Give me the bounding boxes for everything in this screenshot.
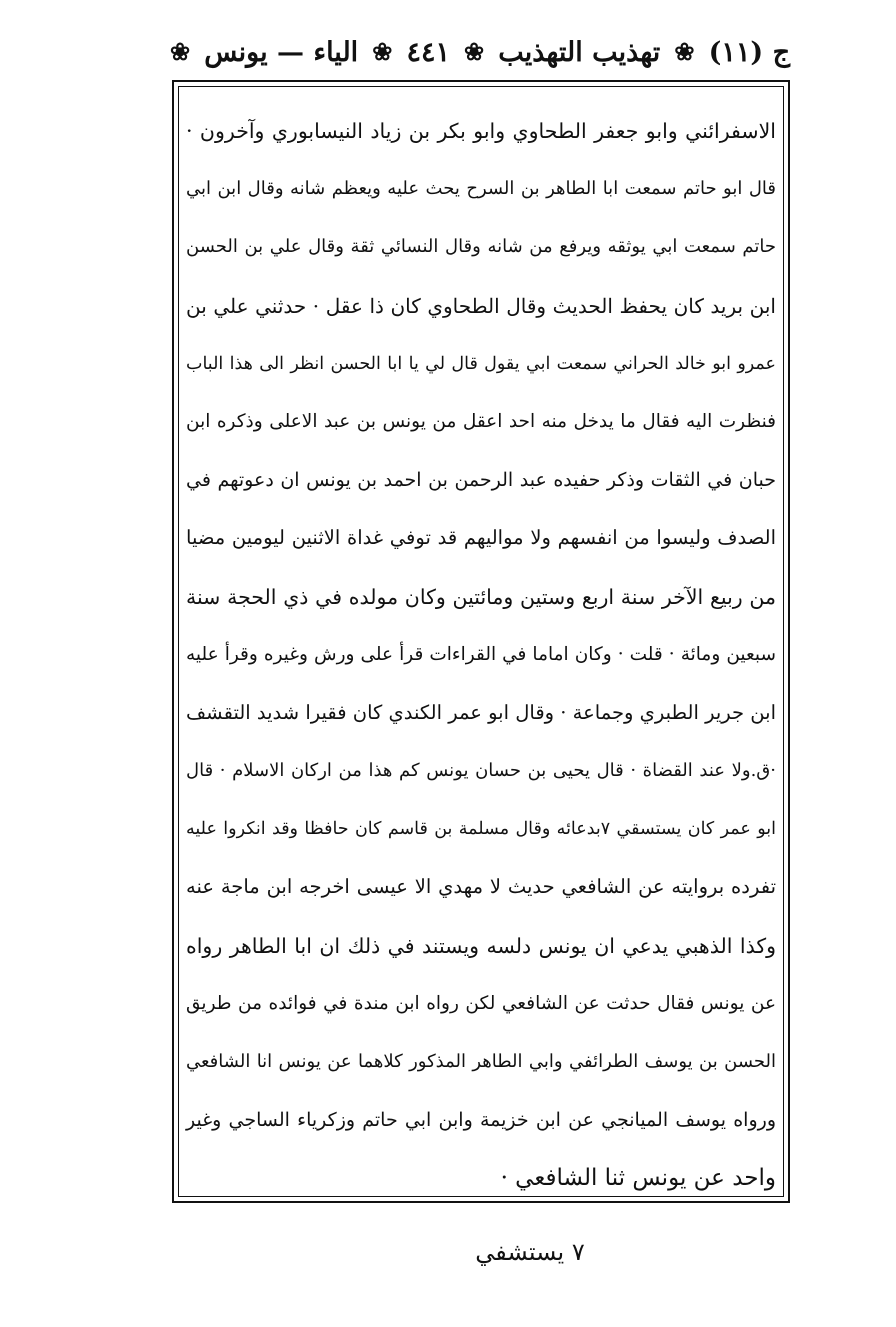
text-line: وكذا الذهبي يدعي ان يونس دلسه ويستند في ذلك ان ابا الطاهر رواه bbox=[186, 933, 776, 958]
text-line: تفرده بروايته عن الشافعي حديث لا مهدي الا عيسى اخرجه ابن ماجة عنه bbox=[186, 875, 776, 899]
text-line: ورواه يوسف الميانجي عن ابن خزيمة وابن ابي حاتم وزكرياء الساجي وغير bbox=[186, 1109, 776, 1132]
text-line: سبعين ومائة · قلت · وكان اماما في القراءات قرأ على ورش وغيره وقرأ عليه bbox=[186, 643, 776, 665]
text-line: الحسن بن يوسف الطرائفي وابي الطاهر المذكور كلاهما عن يونس انا الشافعي bbox=[186, 1051, 776, 1072]
book-title: تهذيب التهذيب bbox=[498, 36, 661, 68]
flower-ornament-icon: ❀ bbox=[372, 37, 393, 66]
text-line: الصدف وليسوا من انفسهم ولا مواليهم قد توفي غداة الاثنين ليومين مضيا bbox=[186, 526, 776, 550]
volume-label: ج (١١) bbox=[708, 36, 790, 68]
running-header bbox=[170, 30, 790, 74]
section-title: الياء — يونس bbox=[204, 36, 359, 68]
flower-ornament-icon: ❀ bbox=[674, 37, 695, 66]
flower-ornament-icon: ❀ bbox=[170, 37, 191, 66]
flower-ornament-icon: ❀ bbox=[464, 37, 485, 66]
text-line: واحد عن يونس ثنا الشافعي · bbox=[500, 1165, 776, 1192]
page-number: ٤٤١ bbox=[406, 36, 450, 68]
text-line: ·ق.ولا عند القضاة · قال يحيى بن حسان يونس كم هذا من اركان الاسلام · قال bbox=[186, 760, 776, 782]
text-line: عمرو ابو خالد الحراني سمعت ابي يقول قال لي يا ابا الحسن انظر الى هذا الباب bbox=[186, 353, 776, 374]
text-line: حبان في الثقات وذكر حفيده عبد الرحمن بن احمد بن يونس ان دعوتهم في bbox=[186, 469, 776, 492]
text-line: عن يونس فقال حدثت عن الشافعي لكن رواه ابن مندة في فوائده من طريق bbox=[186, 992, 776, 1014]
footnote-catchword: ٧ يستشفي bbox=[475, 1238, 585, 1266]
text-line: حاتم سمعت ابي يوثقه ويرفع من شانه وقال النسائي ثقة وقال علي بن الحسن bbox=[186, 236, 776, 258]
text-line: ابو عمر كان يستسقي ٧بدعائه وقال مسلمة بن قاسم كان حافظا وقد انكروا عليه bbox=[186, 819, 776, 840]
text-line: قال ابو حاتم سمعت ابا الطاهر بن السرح يحث عليه ويعظم شانه وقال ابن ابي bbox=[186, 178, 776, 200]
text-line: فنظرت اليه فقال ما يدخل منه احد اعقل من يونس بن عبد الاعلى وذكره ابن bbox=[186, 410, 776, 432]
body-text bbox=[182, 102, 780, 1208]
text-line: ابن بريد كان يحفظ الحديث وقال الطحاوي كان ذا عقل · حدثني علي بن bbox=[186, 293, 776, 318]
text-line: الاسفرائني وابو جعفر الطحاوي وابو بكر بن زياد النيسابوري وآخرون · bbox=[186, 119, 776, 143]
text-line: ابن جرير الطبري وجماعة · وقال ابو عمر الكندي كان فقيرا شديد التقشف bbox=[186, 700, 776, 724]
text-line: من ربيع الآخر سنة اربع وستين ومائتين وكان مولده في ذي الحجة سنة bbox=[186, 584, 776, 609]
